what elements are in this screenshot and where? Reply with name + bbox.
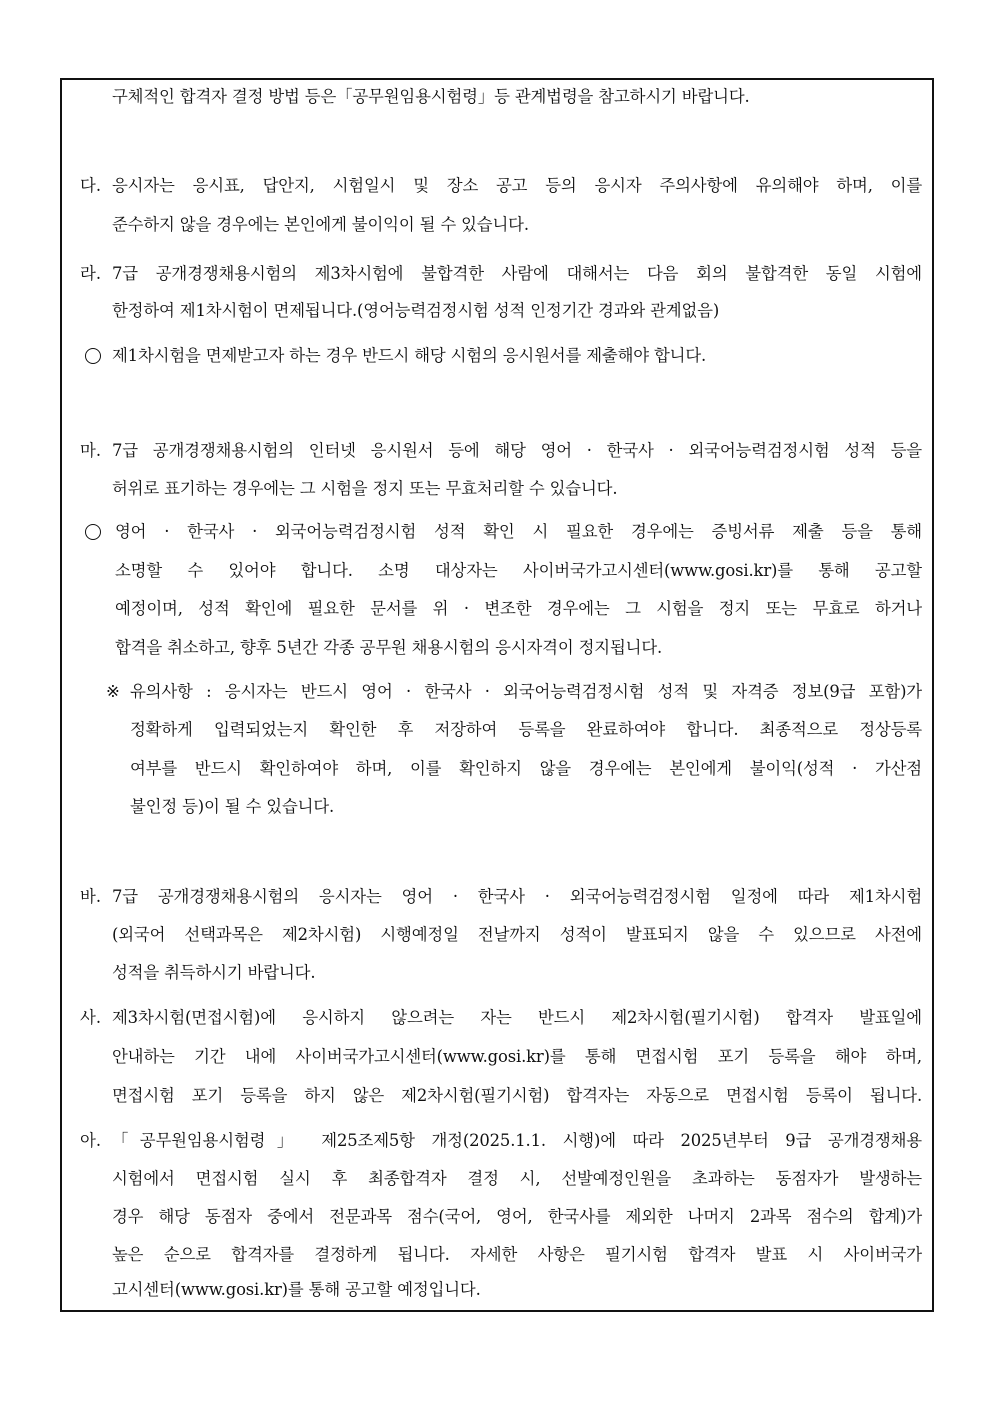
bullet-circle-icon — [85, 524, 101, 540]
item-ma-sub-line-1: 영어 · 한국사 · 외국어능력검정시험 성적 확인 시 필요한 경우에는 증빙서류 제출 등을 통해 — [115, 522, 922, 541]
item-ma-sub-line-4: 합격을 취소하고, 향후 5년간 각종 공무원 채용시험의 응시자격이 정지됩니다. — [115, 638, 663, 657]
item-a-line-1: 「공무원임용시험령」 제25조제5항 개정(2025.1.1. 시행)에 따라 2025년부터 9급 공개경쟁채용 — [112, 1131, 922, 1150]
item-sa-line-3: 면접시험 포기 등록을 하지 않은 제2차시험(필기시험) 합격자는 자동으로 면접시험 등록이 됩니다. — [112, 1086, 922, 1105]
item-a-line-3: 경우 해당 동점자 중에서 전문과목 점수(국어, 영어, 한국사를 제외한 나머지 2과목 점수의 합계)가 — [112, 1207, 922, 1226]
item-sa-line-2: 안내하는 기간 내에 사이버국가고시센터(www.gosi.kr)를 통해 면접시험 포기 등록을 해야 하며, — [112, 1047, 922, 1066]
intro-line: 구체적인 합격자 결정 방법 등은「공무원임용시험령」등 관계법령을 참고하시기 바랍니다. — [112, 87, 750, 106]
item-marker-ba: 바. — [80, 887, 102, 906]
item-a-line-4: 높은 순으로 합격자를 결정하게 됩니다. 자세한 사항은 필기시험 합격자 발표 시 사이버국가 — [112, 1245, 922, 1264]
item-da-line-2: 준수하지 않을 경우에는 본인에게 불이익이 될 수 있습니다. — [112, 215, 529, 234]
item-ma-sub-line-2: 소명할 수 있어야 합니다. 소명 대상자는 사이버국가고시센터(www.gosi.kr)를 통해 공고할 — [115, 561, 922, 580]
item-a-line-5: 고시센터(www.gosi.kr)를 통해 공고할 예정입니다. — [112, 1280, 481, 1299]
note-line-2: 정확하게 입력되었는지 확인한 후 저장하여 등록을 완료하여야 합니다. 최종적으로 정상등록 — [130, 720, 922, 739]
item-ma-line-2: 허위로 표기하는 경우에는 그 시험을 정지 또는 무효처리할 수 있습니다. — [112, 479, 618, 498]
item-ba-line-1: 7급 공개경쟁채용시험의 응시자는 영어 · 한국사 · 외국어능력검정시험 일정에 따라 제1차시험 — [112, 887, 922, 906]
item-marker-sa: 사. — [80, 1008, 102, 1027]
item-ra-sub-line-1: 제1차시험을 면제받고자 하는 경우 반드시 해당 시험의 응시원서를 제출해야 합니다. — [112, 346, 707, 365]
item-ma-line-1: 7급 공개경쟁채용시험의 인터넷 응시원서 등에 해당 영어 · 한국사 · 외국어능력검정시험 성적 등을 — [112, 441, 922, 460]
item-ba-line-2: (외국어 선택과목은 제2차시험) 시행예정일 전날까지 성적이 발표되지 않을 수 있으므로 사전에 — [112, 925, 922, 944]
note-marker: ※ — [106, 682, 120, 701]
item-marker-da: 다. — [80, 176, 102, 195]
item-sa-line-1: 제3차시험(면접시험)에 응시하지 않으려는 자는 반드시 제2차시험(필기시험) 합격자 발표일에 — [112, 1008, 922, 1027]
item-a-line-2: 시험에서 면접시험 실시 후 최종합격자 결정 시, 선발예정인원을 초과하는 동점자가 발생하는 — [112, 1169, 922, 1188]
item-marker-a: 아. — [80, 1131, 102, 1150]
note-line-1: 유의사항 : 응시자는 반드시 영어 · 한국사 · 외국어능력검정시험 성적 및 자격증 정보(9급 포함)가 — [130, 682, 922, 701]
item-ra-line-1: 7급 공개경쟁채용시험의 제3차시험에 불합격한 사람에 대해서는 다음 회의 불합격한 동일 시험에 — [112, 264, 922, 283]
item-ra-line-2: 한정하여 제1차시험이 면제됩니다.(영어능력검정시험 성적 인정기간 경과와 관계없음) — [112, 301, 720, 320]
item-da-line-1: 응시자는 응시표, 답안지, 시험일시 및 장소 공고 등의 응시자 주의사항에 유의해야 하며, 이를 — [112, 176, 922, 195]
item-ma-sub-line-3: 예정이며, 성적 확인에 필요한 문서를 위 · 변조한 경우에는 그 시험을 정지 또는 무효로 하거나 — [115, 599, 922, 618]
bullet-circle-icon — [85, 348, 101, 364]
note-line-4: 불인정 등)이 될 수 있습니다. — [130, 797, 335, 816]
item-marker-ra: 라. — [80, 264, 102, 283]
note-line-3: 여부를 반드시 확인하여야 하며, 이를 확인하지 않을 경우에는 본인에게 불이익(성적 · 가산점 — [130, 759, 922, 778]
item-marker-ma: 마. — [80, 441, 102, 460]
item-ba-line-3: 성적을 취득하시기 바랍니다. — [112, 963, 316, 982]
